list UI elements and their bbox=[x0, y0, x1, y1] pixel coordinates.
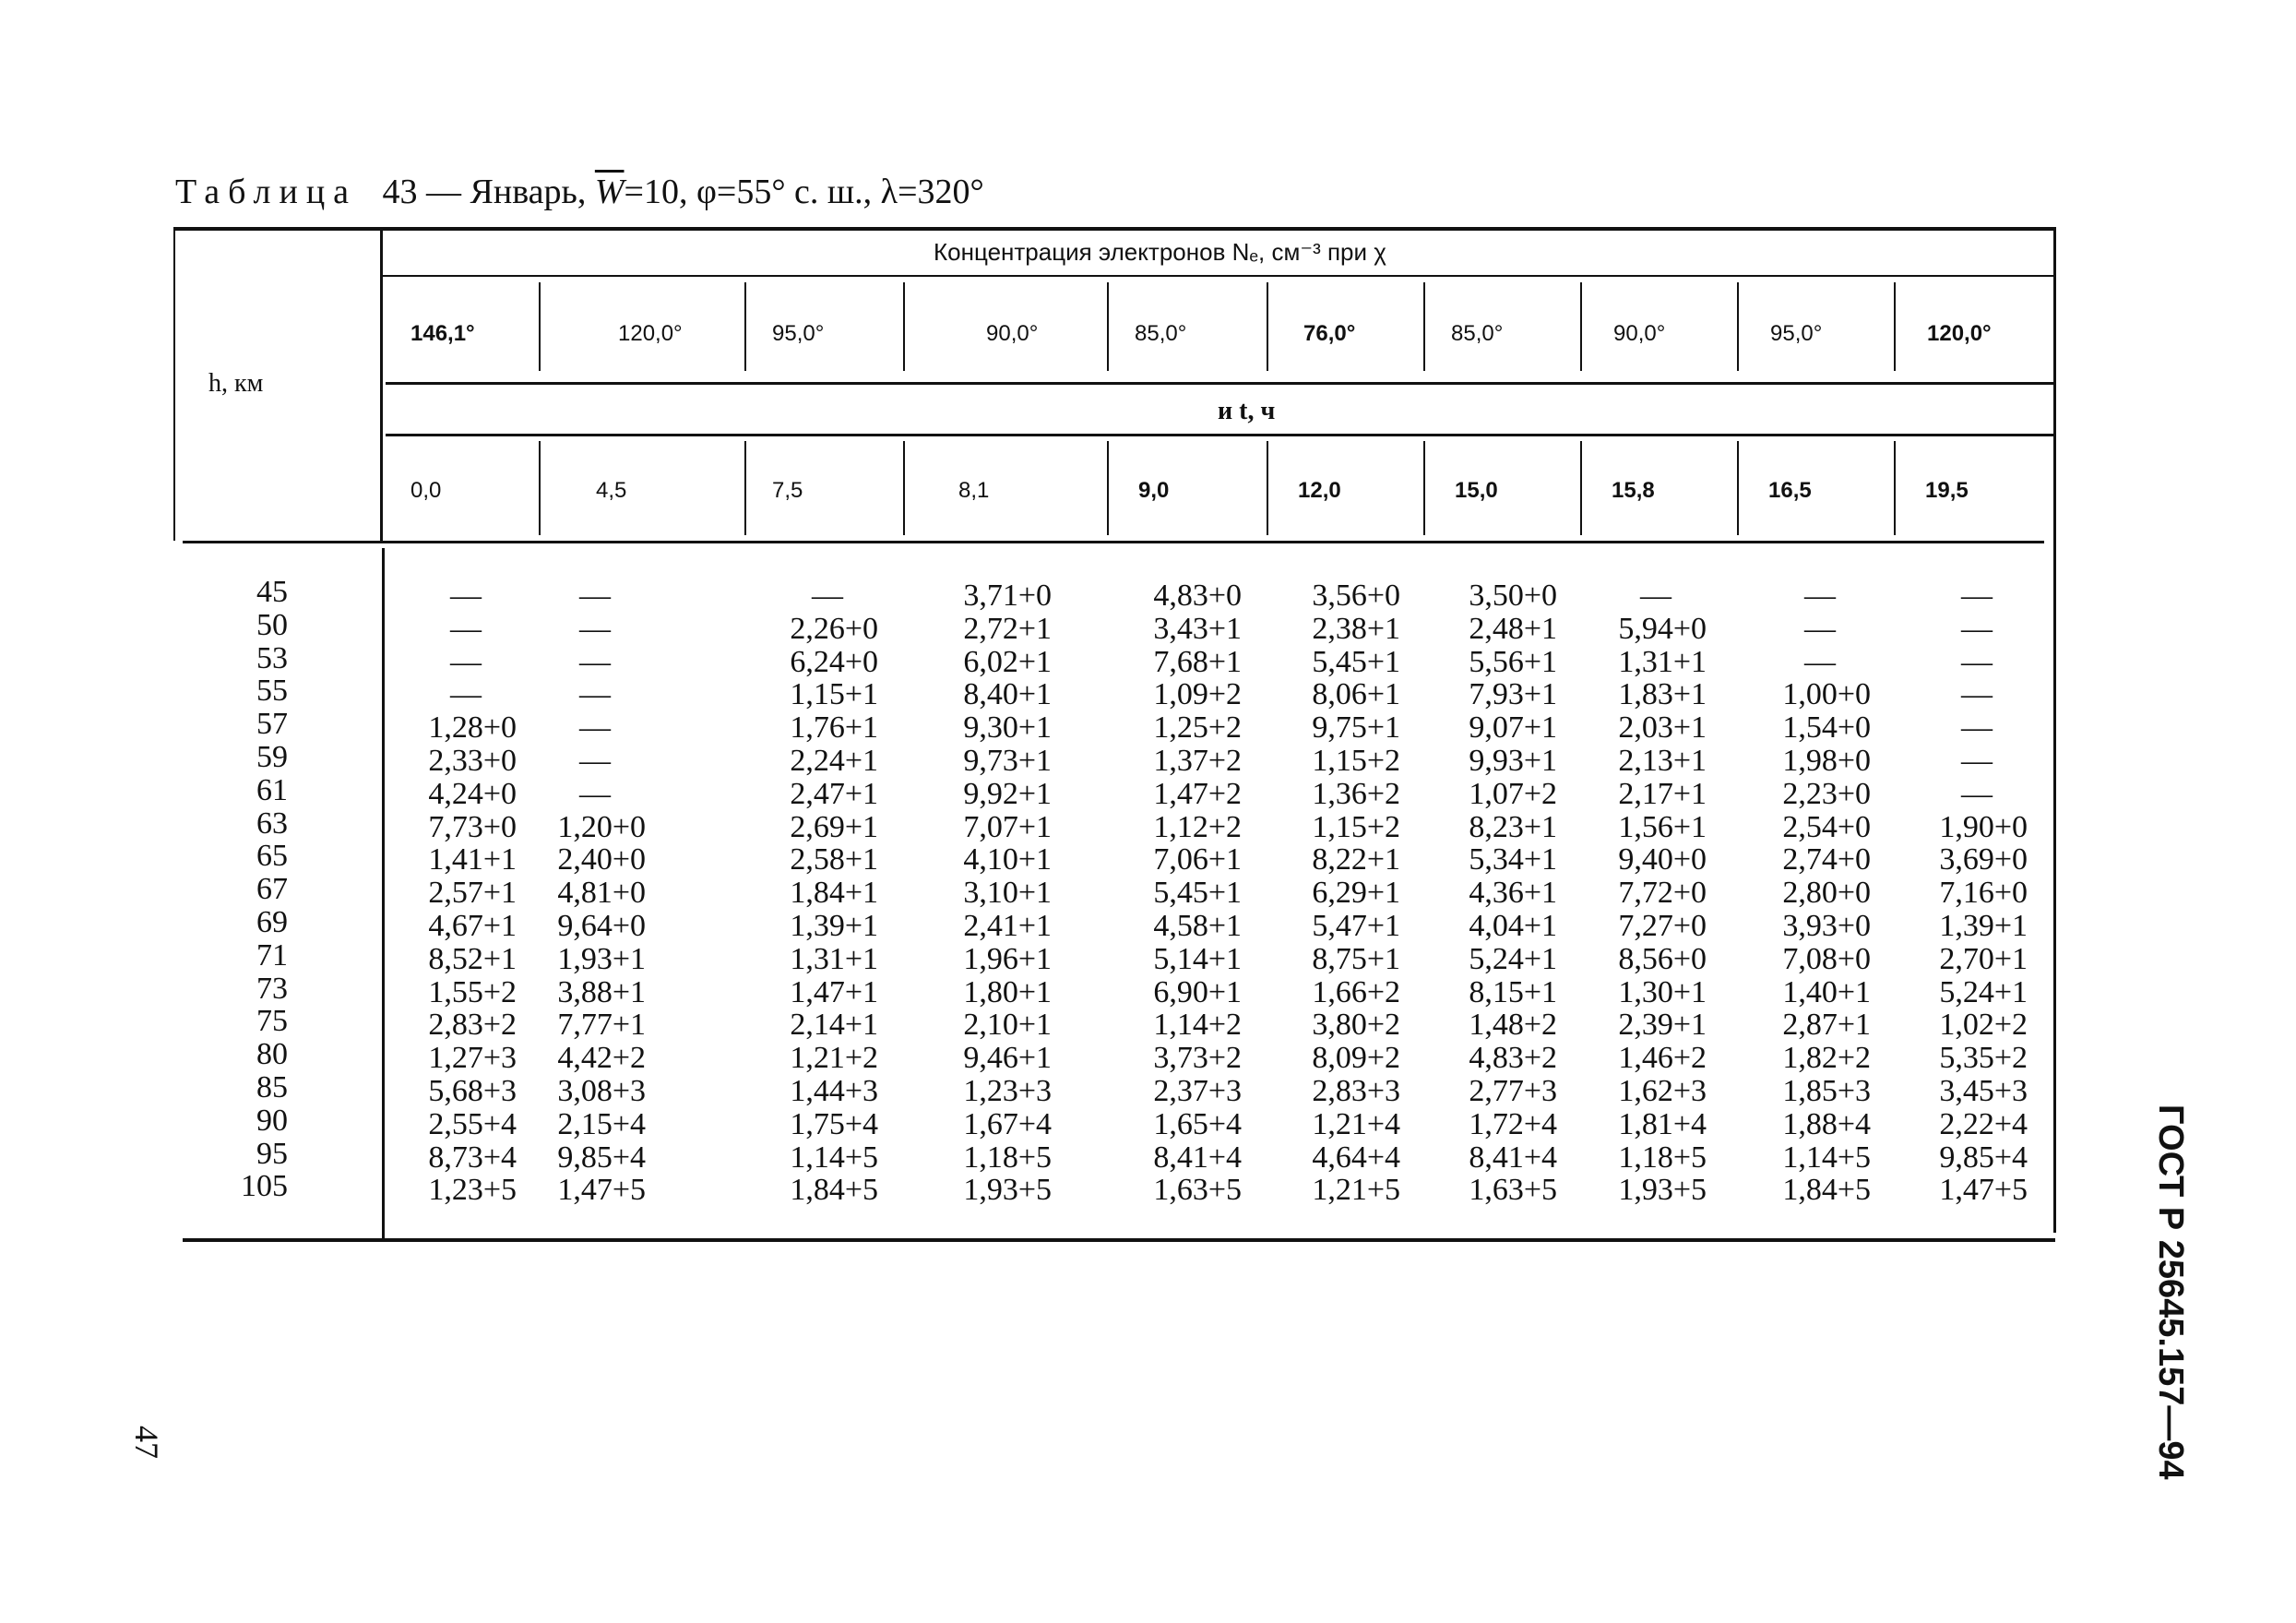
table-cell: 5,56+1 bbox=[1469, 644, 1557, 679]
data-column bbox=[378, 579, 517, 1207]
table-cell: 7,27+0 bbox=[1618, 908, 1707, 943]
table-cell: 5,45+1 bbox=[1153, 876, 1242, 911]
table-cell: 1,23+5 bbox=[428, 1173, 517, 1208]
page-number: 47 bbox=[128, 1426, 165, 1459]
chi-col-separator bbox=[1580, 282, 1582, 371]
table-cell: — bbox=[1804, 579, 1836, 613]
t-col-separator bbox=[1107, 441, 1109, 535]
table-cell: 4,36+1 bbox=[1469, 876, 1557, 911]
table-cell: 2,13+1 bbox=[1618, 743, 1707, 778]
chi-col-separator bbox=[1894, 282, 1896, 371]
table-cell: 1,02+2 bbox=[1939, 1008, 2028, 1043]
table-cell: 1,07+2 bbox=[1469, 776, 1557, 811]
data-column bbox=[913, 579, 1052, 1207]
chi-header-cell: 90,0° bbox=[986, 321, 1039, 346]
table-cell: — bbox=[1961, 710, 1993, 746]
height-value: 69 bbox=[256, 904, 288, 939]
table-cell: 1,39+1 bbox=[790, 908, 878, 943]
height-value: 53 bbox=[256, 640, 288, 675]
table-cell: 8,15+1 bbox=[1469, 974, 1557, 1009]
table-cell: 3,45+3 bbox=[1939, 1073, 2028, 1108]
table-cell: 2,48+1 bbox=[1469, 611, 1557, 646]
table-cell: 3,50+0 bbox=[1469, 579, 1557, 613]
table-cell: 2,57+1 bbox=[428, 876, 517, 911]
table-cell: 5,35+2 bbox=[1939, 1041, 2028, 1076]
table-cell: 1,00+0 bbox=[1782, 677, 1871, 712]
height-value: 71 bbox=[256, 937, 288, 973]
chi-col-separator bbox=[1267, 282, 1268, 371]
table-cell: 1,66+2 bbox=[1312, 974, 1400, 1009]
chi-header-cell: 76,0° bbox=[1303, 321, 1356, 346]
table-cell: 1,41+1 bbox=[428, 842, 517, 877]
table-cell: 1,12+2 bbox=[1153, 809, 1242, 844]
table-cell: 1,84+5 bbox=[1782, 1173, 1871, 1208]
table-cell: 1,67+4 bbox=[963, 1106, 1052, 1141]
chi-header-cell: 146,1° bbox=[410, 321, 475, 346]
table-cell: 1,30+1 bbox=[1618, 974, 1707, 1009]
table-cell: 4,67+1 bbox=[428, 908, 517, 943]
table-cell: 1,18+5 bbox=[1618, 1140, 1707, 1175]
table-cell: 2,69+1 bbox=[790, 809, 878, 844]
table-cell: 1,28+0 bbox=[428, 710, 517, 746]
chi-col-separator bbox=[1737, 282, 1739, 371]
table-cell: 1,25+2 bbox=[1153, 710, 1242, 746]
table-cell: 2,72+1 bbox=[963, 611, 1052, 646]
table-cell: 4,81+0 bbox=[557, 876, 646, 911]
table-cell: 1,39+1 bbox=[1939, 908, 2028, 943]
table-cell: 2,77+3 bbox=[1469, 1073, 1557, 1108]
table-cell: 9,92+1 bbox=[963, 776, 1052, 811]
table-cell: 8,56+0 bbox=[1618, 941, 1707, 976]
table-cell: 9,07+1 bbox=[1469, 710, 1557, 746]
table-cell: — bbox=[579, 611, 611, 646]
table-cell: — bbox=[1961, 644, 1993, 679]
chi-header-cell: 85,0° bbox=[1135, 321, 1187, 346]
table-cell: 9,30+1 bbox=[963, 710, 1052, 746]
height-value: 105 bbox=[241, 1169, 288, 1204]
table-cell: 1,23+3 bbox=[963, 1073, 1052, 1108]
height-value: 57 bbox=[256, 707, 288, 742]
table-caption bbox=[175, 172, 984, 212]
table-cell: 2,83+3 bbox=[1312, 1073, 1400, 1108]
table-cell: 6,90+1 bbox=[1153, 974, 1242, 1009]
header-rule-1 bbox=[382, 275, 2053, 277]
header-rule-3 bbox=[386, 434, 2053, 436]
table-cell: 9,40+0 bbox=[1618, 842, 1707, 877]
height-value: 75 bbox=[256, 1004, 288, 1039]
data-column bbox=[1262, 579, 1400, 1207]
table-cell: 1,80+1 bbox=[963, 974, 1052, 1009]
table-cell: 4,10+1 bbox=[963, 842, 1052, 877]
table-cell: 9,93+1 bbox=[1469, 743, 1557, 778]
table-cell: 8,41+4 bbox=[1469, 1140, 1557, 1175]
table-cell: 7,68+1 bbox=[1153, 644, 1242, 679]
table-cell: 1,21+4 bbox=[1312, 1106, 1400, 1141]
table-cell: 4,83+0 bbox=[1153, 579, 1242, 613]
chi-col-separator bbox=[539, 282, 541, 371]
table-cell: 2,83+2 bbox=[428, 1008, 517, 1043]
table-cell: 2,54+0 bbox=[1782, 809, 1871, 844]
table-cell: 1,15+2 bbox=[1312, 743, 1400, 778]
table-cell: 8,75+1 bbox=[1312, 941, 1400, 976]
t-header-cell: 15,8 bbox=[1612, 478, 1655, 503]
table-cell: 5,94+0 bbox=[1618, 611, 1707, 646]
table-cell: 1,14+2 bbox=[1153, 1008, 1242, 1043]
row-header-label: h, км bbox=[208, 369, 264, 398]
t-header-cell: 12,0 bbox=[1298, 478, 1341, 503]
data-column bbox=[507, 579, 646, 1207]
table-cell: 9,64+0 bbox=[557, 908, 646, 943]
caption-number: 43 — bbox=[382, 173, 462, 211]
table-cell: 1,88+4 bbox=[1782, 1106, 1871, 1141]
table-cell: 8,23+1 bbox=[1469, 809, 1557, 844]
table-cell: 1,63+5 bbox=[1469, 1173, 1557, 1208]
right-border bbox=[2053, 227, 2056, 1233]
table-cell: 6,02+1 bbox=[963, 644, 1052, 679]
caption-month: Январь, bbox=[470, 173, 587, 211]
table-cell: 1,40+1 bbox=[1782, 974, 1871, 1009]
t-col-separator bbox=[1894, 441, 1896, 535]
table-cell: — bbox=[1640, 579, 1671, 613]
table-cell: 5,14+1 bbox=[1153, 941, 1242, 976]
table-cell: 1,47+2 bbox=[1153, 776, 1242, 811]
table-cell: 9,85+4 bbox=[557, 1140, 646, 1175]
table-cell: — bbox=[1804, 644, 1836, 679]
table-cell: 7,73+0 bbox=[428, 809, 517, 844]
table-cell: 1,48+2 bbox=[1469, 1008, 1557, 1043]
table-cell: 5,68+3 bbox=[428, 1073, 517, 1108]
table-cell: 2,26+0 bbox=[790, 611, 878, 646]
table-cell: 2,17+1 bbox=[1618, 776, 1707, 811]
table-cell: 4,24+0 bbox=[428, 776, 517, 811]
height-value: 63 bbox=[256, 806, 288, 841]
table-cell: 1,55+2 bbox=[428, 974, 517, 1009]
table-cell: 2,47+1 bbox=[790, 776, 878, 811]
chi-col-separator bbox=[1423, 282, 1425, 371]
t-col-separator bbox=[1267, 441, 1268, 535]
height-value: 61 bbox=[256, 772, 288, 807]
table-cell: 7,08+0 bbox=[1782, 941, 1871, 976]
table-cell: 3,10+1 bbox=[963, 876, 1052, 911]
table-cell: 2,37+3 bbox=[1153, 1073, 1242, 1108]
table-cell: — bbox=[579, 776, 611, 811]
table-cell: 1,82+2 bbox=[1782, 1041, 1871, 1076]
table-cell: 1,84+5 bbox=[790, 1173, 878, 1208]
chi-col-separator bbox=[1107, 282, 1109, 371]
caption-w-symbol: $\overline{W}$ bbox=[594, 173, 625, 211]
table-cell: 5,24+1 bbox=[1469, 941, 1557, 976]
table-cell: 7,07+1 bbox=[963, 809, 1052, 844]
table-cell: 1,72+4 bbox=[1469, 1106, 1557, 1141]
table-cell: — bbox=[450, 644, 482, 679]
height-value: 55 bbox=[256, 674, 288, 709]
table-cell: 2,24+1 bbox=[790, 743, 878, 778]
data-column bbox=[1568, 579, 1707, 1207]
table-cell: 2,39+1 bbox=[1618, 1008, 1707, 1043]
table-cell: 1,54+0 bbox=[1782, 710, 1871, 746]
table-cell: 1,09+2 bbox=[1153, 677, 1242, 712]
top-rule bbox=[173, 227, 2055, 231]
table-cell: 1,65+4 bbox=[1153, 1106, 1242, 1141]
table-cell: 4,83+2 bbox=[1469, 1041, 1557, 1076]
height-value: 73 bbox=[256, 971, 288, 1006]
concentration-header: Концентрация электронов Nₑ, см⁻³ при χ bbox=[934, 238, 1386, 266]
document-code: ГОСТ Р 25645.157—94 bbox=[2151, 1104, 2190, 1480]
table-cell: — bbox=[1961, 579, 1993, 613]
chi-col-separator bbox=[903, 282, 905, 371]
table-cell: 1,47+5 bbox=[1939, 1173, 2028, 1208]
caption-phi: φ=55° с. ш., bbox=[696, 173, 873, 211]
table-cell: 4,04+1 bbox=[1469, 908, 1557, 943]
table-cell: 2,22+4 bbox=[1939, 1106, 2028, 1141]
data-column bbox=[740, 579, 878, 1207]
height-value: 80 bbox=[256, 1037, 288, 1072]
table-cell: 3,93+0 bbox=[1782, 908, 1871, 943]
table-cell: 3,88+1 bbox=[557, 974, 646, 1009]
table-cell: 3,80+2 bbox=[1312, 1008, 1400, 1043]
t-header-cell: 0,0 bbox=[410, 478, 442, 503]
table-cell: 1,21+2 bbox=[790, 1041, 878, 1076]
height-value: 95 bbox=[256, 1136, 288, 1171]
t-col-separator bbox=[903, 441, 905, 535]
table-cell: — bbox=[1961, 743, 1993, 778]
table-cell: 3,73+2 bbox=[1153, 1041, 1242, 1076]
table-cell: 1,18+5 bbox=[963, 1140, 1052, 1175]
chi-col-separator bbox=[744, 282, 746, 371]
height-value: 50 bbox=[256, 607, 288, 642]
table-cell: 1,76+1 bbox=[790, 710, 878, 746]
table-cell: 1,96+1 bbox=[963, 941, 1052, 976]
t-col-separator bbox=[1580, 441, 1582, 535]
table-cell: — bbox=[450, 611, 482, 646]
table-cell: 4,64+4 bbox=[1312, 1140, 1400, 1175]
table-cell: 1,14+5 bbox=[1782, 1140, 1871, 1175]
table-cell: 5,47+1 bbox=[1312, 908, 1400, 943]
table-cell: 3,43+1 bbox=[1153, 611, 1242, 646]
time-header: и t, ч bbox=[1218, 397, 1276, 425]
table-cell: 9,75+1 bbox=[1312, 710, 1400, 746]
table-cell: 1,44+3 bbox=[790, 1073, 878, 1108]
table-cell: 2,40+0 bbox=[557, 842, 646, 877]
chi-header-cell: 90,0° bbox=[1613, 321, 1666, 346]
table-cell: 1,27+3 bbox=[428, 1041, 517, 1076]
table-cell: 2,33+0 bbox=[428, 743, 517, 778]
t-col-separator bbox=[539, 441, 541, 535]
t-header-cell: 4,5 bbox=[596, 478, 627, 503]
heights-column bbox=[231, 576, 288, 1203]
table-cell: 8,22+1 bbox=[1312, 842, 1400, 877]
table-cell: 9,85+4 bbox=[1939, 1140, 2028, 1175]
table-cell: 2,23+0 bbox=[1782, 776, 1871, 811]
table-cell: — bbox=[1804, 611, 1836, 646]
table-cell: 7,93+1 bbox=[1469, 677, 1557, 712]
table-cell: — bbox=[450, 579, 482, 613]
table-cell: 3,08+3 bbox=[557, 1073, 646, 1108]
data-column bbox=[1889, 579, 2028, 1207]
chi-header-cell: 120,0° bbox=[618, 321, 683, 346]
page-number-area bbox=[129, 1426, 175, 1481]
height-value: 45 bbox=[256, 575, 288, 609]
chi-header-cell: 120,0° bbox=[1927, 321, 1992, 346]
table-cell: 2,03+1 bbox=[1618, 710, 1707, 746]
table-cell: — bbox=[1961, 677, 1993, 712]
table-cell: 8,40+1 bbox=[963, 677, 1052, 712]
table-cell: 1,21+5 bbox=[1312, 1173, 1400, 1208]
table-cell: 2,55+4 bbox=[428, 1106, 517, 1141]
table-cell: 2,80+0 bbox=[1782, 876, 1871, 911]
height-value: 59 bbox=[256, 739, 288, 774]
table-cell: 1,83+1 bbox=[1618, 677, 1707, 712]
chi-header-cell: 95,0° bbox=[1770, 321, 1823, 346]
height-value: 65 bbox=[256, 839, 288, 874]
table-cell: 2,70+1 bbox=[1939, 941, 2028, 976]
table-cell: 8,06+1 bbox=[1312, 677, 1400, 712]
table-cell: 1,46+2 bbox=[1618, 1041, 1707, 1076]
table-cell: 1,36+2 bbox=[1312, 776, 1400, 811]
document-code-area bbox=[2142, 1104, 2197, 1480]
table-cell: 1,85+3 bbox=[1782, 1073, 1871, 1108]
table-cell: 7,72+0 bbox=[1618, 876, 1707, 911]
t-col-separator bbox=[744, 441, 746, 535]
table-cell: 1,15+2 bbox=[1312, 809, 1400, 844]
table-cell: 7,16+0 bbox=[1939, 876, 2028, 911]
table-cell: 1,93+5 bbox=[963, 1173, 1052, 1208]
t-col-separator bbox=[1737, 441, 1739, 535]
chi-header-cell: 85,0° bbox=[1451, 321, 1504, 346]
bottom-rule bbox=[183, 1238, 2055, 1242]
table-cell: 5,34+1 bbox=[1469, 842, 1557, 877]
header-bottom-rule bbox=[183, 541, 2044, 543]
table-cell: 1,62+3 bbox=[1618, 1073, 1707, 1108]
table-cell: 1,90+0 bbox=[1939, 809, 2028, 844]
t-col-separator bbox=[1423, 441, 1425, 535]
table-cell: 2,15+4 bbox=[557, 1106, 646, 1141]
table-cell: 1,37+2 bbox=[1153, 743, 1242, 778]
table-cell: 2,41+1 bbox=[963, 908, 1052, 943]
table-cell: 1,81+4 bbox=[1618, 1106, 1707, 1141]
table-cell: 6,24+0 bbox=[790, 644, 878, 679]
data-column bbox=[1419, 579, 1557, 1207]
table-cell: 1,14+5 bbox=[790, 1140, 878, 1175]
table-cell: — bbox=[579, 677, 611, 712]
table-cell: 8,41+4 bbox=[1153, 1140, 1242, 1175]
table-cell: 1,20+0 bbox=[557, 809, 646, 844]
table-cell: 1,15+1 bbox=[790, 677, 878, 712]
table-cell: — bbox=[579, 710, 611, 746]
data-column bbox=[1732, 579, 1871, 1207]
height-value: 90 bbox=[256, 1103, 288, 1138]
table-cell: 3,69+0 bbox=[1939, 842, 2028, 877]
table-cell: — bbox=[579, 743, 611, 778]
header-rule-2 bbox=[386, 382, 2053, 385]
table-cell: 2,74+0 bbox=[1782, 842, 1871, 877]
table-cell: 3,71+0 bbox=[963, 579, 1052, 613]
table-cell: 1,47+1 bbox=[790, 974, 878, 1009]
t-header-cell: 16,5 bbox=[1768, 478, 1812, 503]
table-cell: 1,75+4 bbox=[790, 1106, 878, 1141]
table-cell: — bbox=[1961, 776, 1993, 811]
table-cell: — bbox=[1961, 611, 1993, 646]
table-cell: 8,52+1 bbox=[428, 941, 517, 976]
table-cell: 8,09+2 bbox=[1312, 1041, 1400, 1076]
table-cell: 7,06+1 bbox=[1153, 842, 1242, 877]
table-cell: 1,31+1 bbox=[790, 941, 878, 976]
table-cell: 1,93+1 bbox=[557, 941, 646, 976]
t-header-cell: 15,0 bbox=[1455, 478, 1498, 503]
table-cell: 2,10+1 bbox=[963, 1008, 1052, 1043]
caption-label: Таблица bbox=[175, 173, 358, 211]
table-cell: 1,47+5 bbox=[557, 1173, 646, 1208]
table-cell: 6,29+1 bbox=[1312, 876, 1400, 911]
table-cell: — bbox=[579, 579, 611, 613]
table-cell: 1,84+1 bbox=[790, 876, 878, 911]
table-cell: — bbox=[812, 579, 843, 613]
table-cell: 9,46+1 bbox=[963, 1041, 1052, 1076]
table-cell: 4,58+1 bbox=[1153, 908, 1242, 943]
stub-divider bbox=[380, 227, 383, 541]
data-column bbox=[1103, 579, 1242, 1207]
t-header-cell: 19,5 bbox=[1925, 478, 1969, 503]
caption-lambda: λ=320° bbox=[880, 173, 984, 211]
t-header-cell: 8,1 bbox=[958, 478, 990, 503]
table-cell: 2,14+1 bbox=[790, 1008, 878, 1043]
t-header-cell: 7,5 bbox=[772, 478, 803, 503]
table-cell: 1,63+5 bbox=[1153, 1173, 1242, 1208]
table-cell: — bbox=[579, 644, 611, 679]
table-cell: 5,24+1 bbox=[1939, 974, 2028, 1009]
table-cell: 2,58+1 bbox=[790, 842, 878, 877]
caption-w-value: =10, bbox=[624, 173, 688, 211]
chi-header-cell: 95,0° bbox=[772, 321, 825, 346]
table-cell: — bbox=[450, 677, 482, 712]
table-cell: 3,56+0 bbox=[1312, 579, 1400, 613]
table-cell: 2,87+1 bbox=[1782, 1008, 1871, 1043]
table-cell: 2,38+1 bbox=[1312, 611, 1400, 646]
table-cell: 1,31+1 bbox=[1618, 644, 1707, 679]
table-cell: 1,93+5 bbox=[1618, 1173, 1707, 1208]
height-value: 85 bbox=[256, 1069, 288, 1104]
row-header-h bbox=[208, 369, 263, 399]
table-cell: 1,56+1 bbox=[1618, 809, 1707, 844]
table-cell: 8,73+4 bbox=[428, 1140, 517, 1175]
t-header-cell: 9,0 bbox=[1138, 478, 1170, 503]
table-cell: 5,45+1 bbox=[1312, 644, 1400, 679]
table-cell: 9,73+1 bbox=[963, 743, 1052, 778]
table-cell: 1,98+0 bbox=[1782, 743, 1871, 778]
table-cell: 4,42+2 bbox=[557, 1041, 646, 1076]
table-cell: 7,77+1 bbox=[557, 1008, 646, 1043]
height-value: 67 bbox=[256, 872, 288, 907]
left-border bbox=[173, 227, 175, 541]
